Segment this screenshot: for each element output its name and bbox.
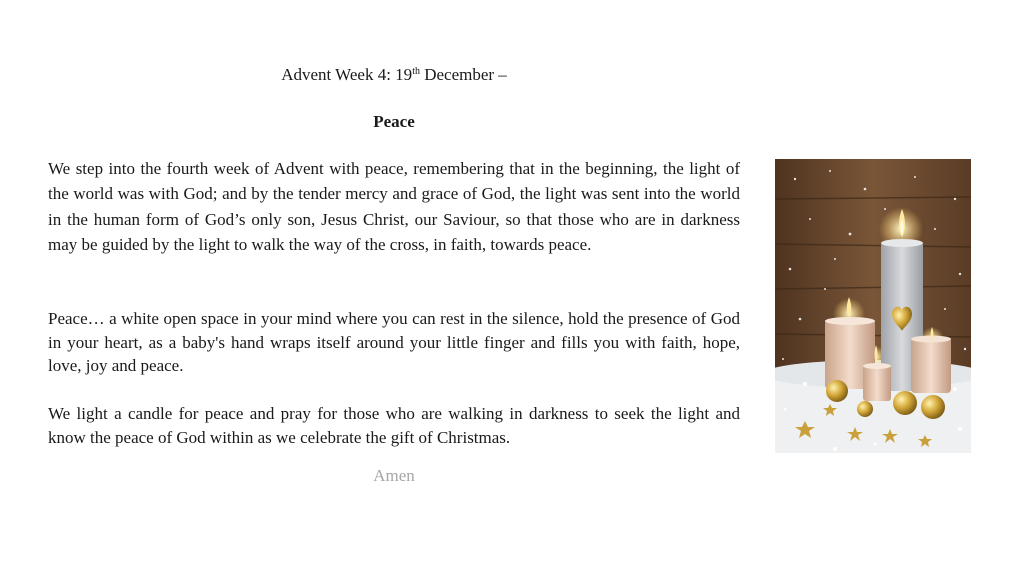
- section-heading: Peace: [373, 112, 415, 131]
- paragraph-1: We step into the fourth week of Advent with peace, remembering that in the beginning, the light of the world was with God; and by the tender mercy and grace of God, the light was sent into the world in the human form of God’s only son, Jesus Christ, our Saviour, so that those who are in darkness may be guided by the light to walk the way of the cross, in faith, towards peace.: [48, 159, 740, 255]
- paragraph-2: Peace… a white open space in your mind where you can rest in the silence, hold the presence of God in your heart, as a baby's hand wraps itself around your little finger and fills you with faith, hope, love, joy and peace.: [48, 309, 740, 375]
- title-superscript: th: [412, 66, 420, 77]
- document-title: [0, 64, 788, 86]
- title-prefix: Advent Week 4: 19: [281, 65, 413, 84]
- title-suffix: December –: [419, 65, 507, 84]
- paragraph-3: We light a candle for peace and pray for those who are walking in darkness to seek the light and know the peace of God within as we celebrate the gift of Christmas.: [48, 404, 740, 447]
- candles-photo: [775, 159, 971, 453]
- closing-amen: Amen: [373, 466, 415, 485]
